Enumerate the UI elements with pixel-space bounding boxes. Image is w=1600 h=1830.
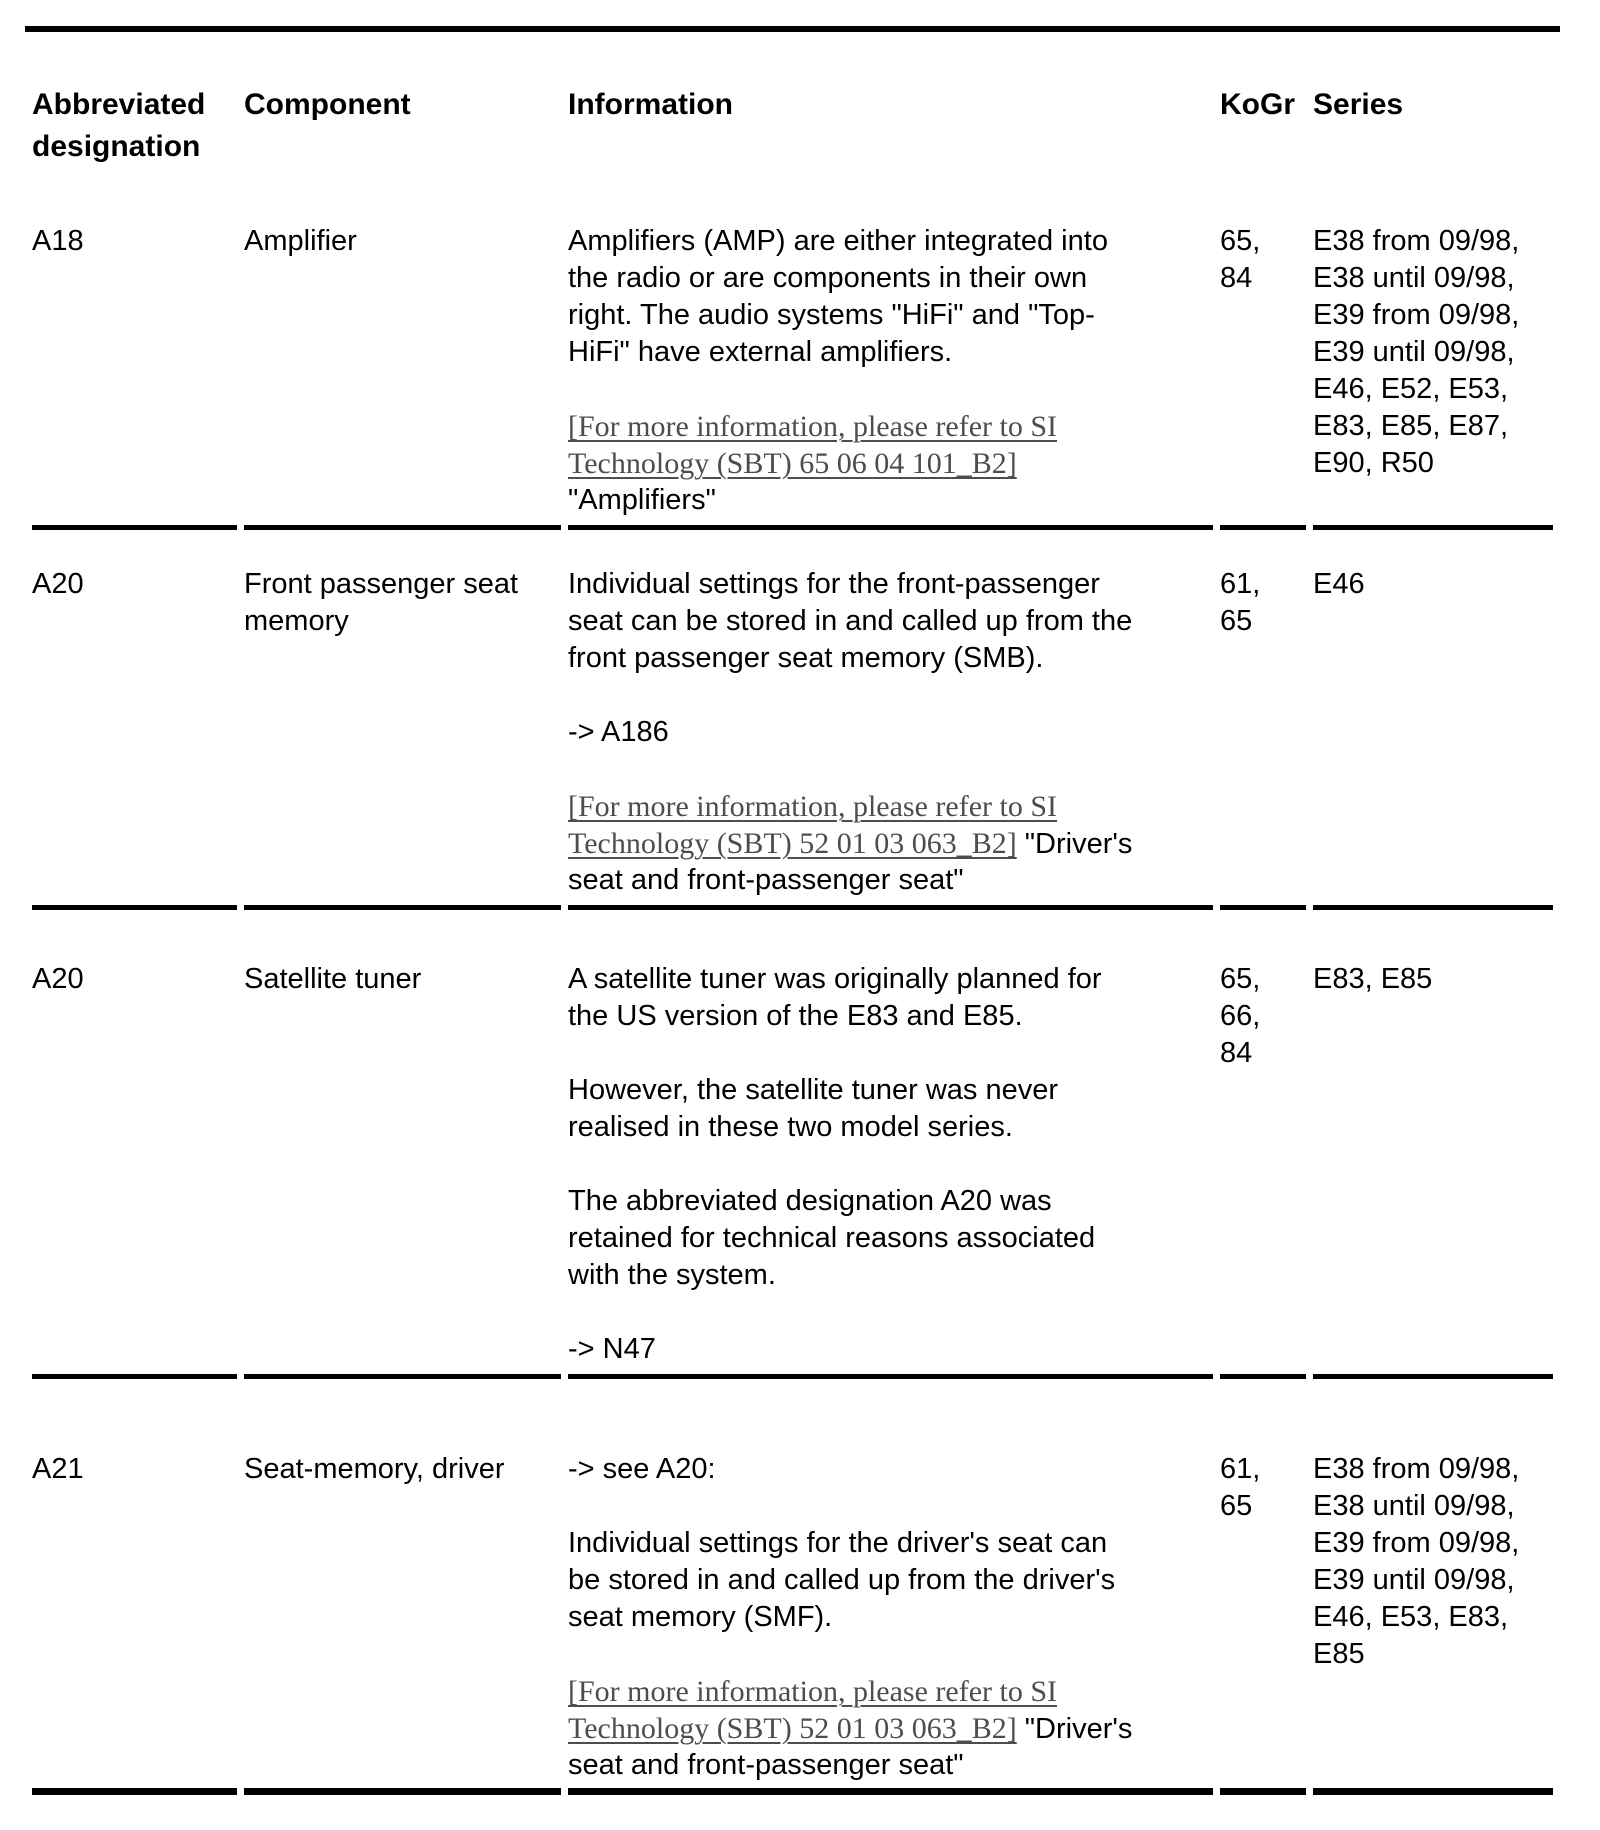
text-segment: be stored in and called up from the driver's xyxy=(568,1564,1116,1596)
cell-component xyxy=(244,530,561,910)
cell-component xyxy=(244,910,561,1379)
text-segment: E83, E85, E87, xyxy=(1313,410,1509,442)
text-segment: 65, xyxy=(1220,963,1261,995)
text-line xyxy=(568,1488,1213,1525)
text-segment: with the system. xyxy=(568,1259,776,1291)
text-segment: -> see A20: xyxy=(568,1453,716,1485)
text-segment: front passenger seat memory (SMB). xyxy=(568,642,1044,674)
cell-abbreviated-designation xyxy=(32,223,237,530)
text-line xyxy=(568,1599,1213,1636)
text-segment: E39 from 09/98, xyxy=(1313,299,1520,331)
text-line xyxy=(1220,1035,1306,1072)
cell-component xyxy=(244,1379,561,1795)
text-line xyxy=(1313,334,1553,371)
text-line xyxy=(568,1451,1213,1488)
cell-information xyxy=(568,223,1213,530)
text-segment: E39 until 09/98, xyxy=(1313,336,1515,368)
text-segment: realised in these two model series. xyxy=(568,1111,1013,1143)
text-line xyxy=(568,482,1213,519)
text-segment: Individual settings for the front-passenger xyxy=(568,568,1100,600)
text-line xyxy=(568,961,1213,998)
cell-series xyxy=(1313,223,1553,530)
text-line xyxy=(568,1331,1213,1368)
text-line xyxy=(1313,1451,1553,1488)
text-segment: E39 until 09/98, xyxy=(1313,1564,1515,1596)
text-segment: 84 xyxy=(1220,262,1253,294)
text-segment: However, the satellite tuner was never xyxy=(568,1074,1059,1106)
text-line xyxy=(568,445,1213,482)
text-line xyxy=(568,1636,1213,1673)
text-segment: -> N47 xyxy=(568,1333,656,1365)
text-line xyxy=(568,297,1213,334)
text-line xyxy=(1220,566,1306,603)
text-segment: E46, E53, E83, xyxy=(1313,1601,1509,1633)
text-line xyxy=(568,1072,1213,1109)
text-segment: "Driver's xyxy=(1016,1713,1133,1745)
text-line xyxy=(1220,223,1306,260)
text-line xyxy=(32,1451,237,1488)
si-technology-link[interactable]: Technology (SBT) 65 06 04 101_B2] xyxy=(568,447,1017,480)
text-line xyxy=(568,1710,1213,1747)
text-line xyxy=(568,998,1213,1035)
table-row xyxy=(32,223,1553,530)
text-line xyxy=(568,1257,1213,1294)
text-segment: -> A186 xyxy=(568,716,669,748)
cell-kogr xyxy=(1220,530,1306,910)
text-segment: E39 from 09/98, xyxy=(1313,1527,1520,1559)
si-technology-link[interactable]: Technology (SBT) 52 01 03 063_B2] xyxy=(568,827,1017,860)
text-line xyxy=(1220,603,1306,640)
text-line xyxy=(568,1035,1213,1072)
text-line xyxy=(1220,1451,1306,1488)
text-segment: E46, E52, E53, xyxy=(1313,373,1509,405)
text-line xyxy=(568,677,1213,714)
text-line xyxy=(32,961,237,998)
text-segment: E83, E85 xyxy=(1313,963,1433,995)
text-line xyxy=(568,1747,1213,1784)
text-segment: Individual settings for the driver's seat can xyxy=(568,1527,1108,1559)
table-row xyxy=(32,530,1553,910)
text-segment: 66, xyxy=(1220,1000,1261,1032)
text-line xyxy=(568,371,1213,408)
text-segment: the US version of the E83 and E85. xyxy=(568,1000,1023,1032)
cell-series xyxy=(1313,910,1553,1379)
cell-component xyxy=(244,223,561,530)
text-segment: seat and front-passenger seat" xyxy=(568,1749,964,1781)
text-line xyxy=(568,1525,1213,1562)
text-segment: seat can be stored in and called up from the xyxy=(568,605,1133,637)
text-line xyxy=(1220,998,1306,1035)
text-segment: A20 xyxy=(32,963,84,995)
text-line xyxy=(568,408,1213,445)
header-series: Series xyxy=(1313,88,1404,121)
text-line xyxy=(1313,1636,1553,1673)
text-segment: 61, xyxy=(1220,1453,1261,1485)
text-segment: retained for technical reasons associated xyxy=(568,1222,1096,1254)
text-line xyxy=(1220,260,1306,297)
table-body xyxy=(32,223,1553,1795)
component-table xyxy=(25,26,1560,1795)
si-technology-link[interactable]: Technology (SBT) 52 01 03 063_B2] xyxy=(568,1712,1017,1745)
si-technology-link[interactable]: [For more information, please refer to SI xyxy=(568,410,1058,443)
cell-kogr xyxy=(1220,910,1306,1379)
text-line xyxy=(1313,371,1553,408)
text-segment: E38 from 09/98, xyxy=(1313,225,1520,257)
text-line xyxy=(32,566,237,603)
table-row xyxy=(32,1379,1553,1795)
cell-kogr xyxy=(1220,1379,1306,1795)
text-line xyxy=(568,1294,1213,1331)
cell-information xyxy=(568,1379,1213,1795)
text-line xyxy=(1313,445,1553,482)
cell-information xyxy=(568,910,1213,1379)
text-line xyxy=(568,334,1213,371)
text-line xyxy=(1313,961,1553,998)
text-segment: seat memory (SMF). xyxy=(568,1601,833,1633)
cell-series xyxy=(1313,1379,1553,1795)
text-segment: E85 xyxy=(1313,1638,1365,1670)
text-line xyxy=(1313,1599,1553,1636)
component-name: Front passenger seat memory xyxy=(244,568,519,637)
cell-abbreviated-designation xyxy=(32,530,237,910)
text-line xyxy=(568,1562,1213,1599)
text-line xyxy=(568,1146,1213,1183)
text-segment: E90, R50 xyxy=(1313,447,1434,479)
text-line xyxy=(568,862,1213,899)
text-line xyxy=(568,566,1213,603)
text-line xyxy=(1220,1488,1306,1525)
text-line xyxy=(568,1673,1213,1710)
text-line xyxy=(568,1109,1213,1146)
si-technology-link[interactable]: [For more information, please refer to SI xyxy=(568,1675,1058,1708)
text-segment: E46 xyxy=(1313,568,1365,600)
cell-kogr xyxy=(1220,223,1306,530)
header-row xyxy=(32,32,1553,223)
text-line xyxy=(32,223,237,260)
text-line xyxy=(1313,297,1553,334)
text-line xyxy=(568,788,1213,825)
text-segment: E38 from 09/98, xyxy=(1313,1453,1520,1485)
text-line xyxy=(568,260,1213,297)
text-segment: 65 xyxy=(1220,605,1253,637)
component-name: Satellite tuner xyxy=(244,963,422,995)
header-component: Component xyxy=(244,88,411,121)
text-segment: HiFi" have external amplifiers. xyxy=(568,336,953,368)
text-segment: The abbreviated designation A20 was xyxy=(568,1185,1052,1217)
text-line xyxy=(1220,961,1306,998)
si-technology-link[interactable]: [For more information, please refer to SI xyxy=(568,790,1058,823)
component-name: Seat-memory, driver xyxy=(244,1453,505,1485)
text-line xyxy=(568,1183,1213,1220)
text-line xyxy=(568,1220,1213,1257)
text-segment: A18 xyxy=(32,225,84,257)
text-segment: Amplifiers (AMP) are either integrated into xyxy=(568,225,1108,257)
text-line xyxy=(1313,566,1553,603)
text-line xyxy=(568,640,1213,677)
text-segment: E38 until 09/98, xyxy=(1313,1490,1515,1522)
text-segment: 61, xyxy=(1220,568,1261,600)
header-information: Information xyxy=(568,88,733,121)
text-line xyxy=(1313,223,1553,260)
header-kogr: KoGr xyxy=(1220,88,1295,121)
text-line xyxy=(1313,260,1553,297)
header-abbreviated-designation: Abbreviated designation xyxy=(32,88,206,163)
cell-information xyxy=(568,530,1213,910)
text-line xyxy=(568,825,1213,862)
text-segment: right. The audio systems "HiFi" and "Top- xyxy=(568,299,1095,331)
text-segment: seat and front-passenger seat" xyxy=(568,864,964,896)
component-name: Amplifier xyxy=(244,225,357,257)
text-line xyxy=(1313,1525,1553,1562)
text-segment: E38 until 09/98, xyxy=(1313,262,1515,294)
text-segment: 65, xyxy=(1220,225,1261,257)
text-segment: A21 xyxy=(32,1453,84,1485)
text-line xyxy=(1313,1562,1553,1599)
text-segment: A20 xyxy=(32,568,84,600)
text-segment: "Driver's xyxy=(1016,828,1133,860)
text-line xyxy=(568,714,1213,751)
text-segment: 65 xyxy=(1220,1490,1253,1522)
table-row xyxy=(32,910,1553,1379)
text-segment: A satellite tuner was originally planned for xyxy=(568,963,1102,995)
text-line xyxy=(568,751,1213,788)
cell-series xyxy=(1313,530,1553,910)
cell-abbreviated-designation xyxy=(32,1379,237,1795)
text-line xyxy=(568,603,1213,640)
text-segment: 84 xyxy=(1220,1037,1253,1069)
text-line xyxy=(568,223,1213,260)
cell-abbreviated-designation xyxy=(32,910,237,1379)
text-segment: "Amplifiers" xyxy=(568,484,716,516)
text-line xyxy=(1313,408,1553,445)
text-line xyxy=(1313,1488,1553,1525)
text-segment: the radio or are components in their own xyxy=(568,262,1088,294)
